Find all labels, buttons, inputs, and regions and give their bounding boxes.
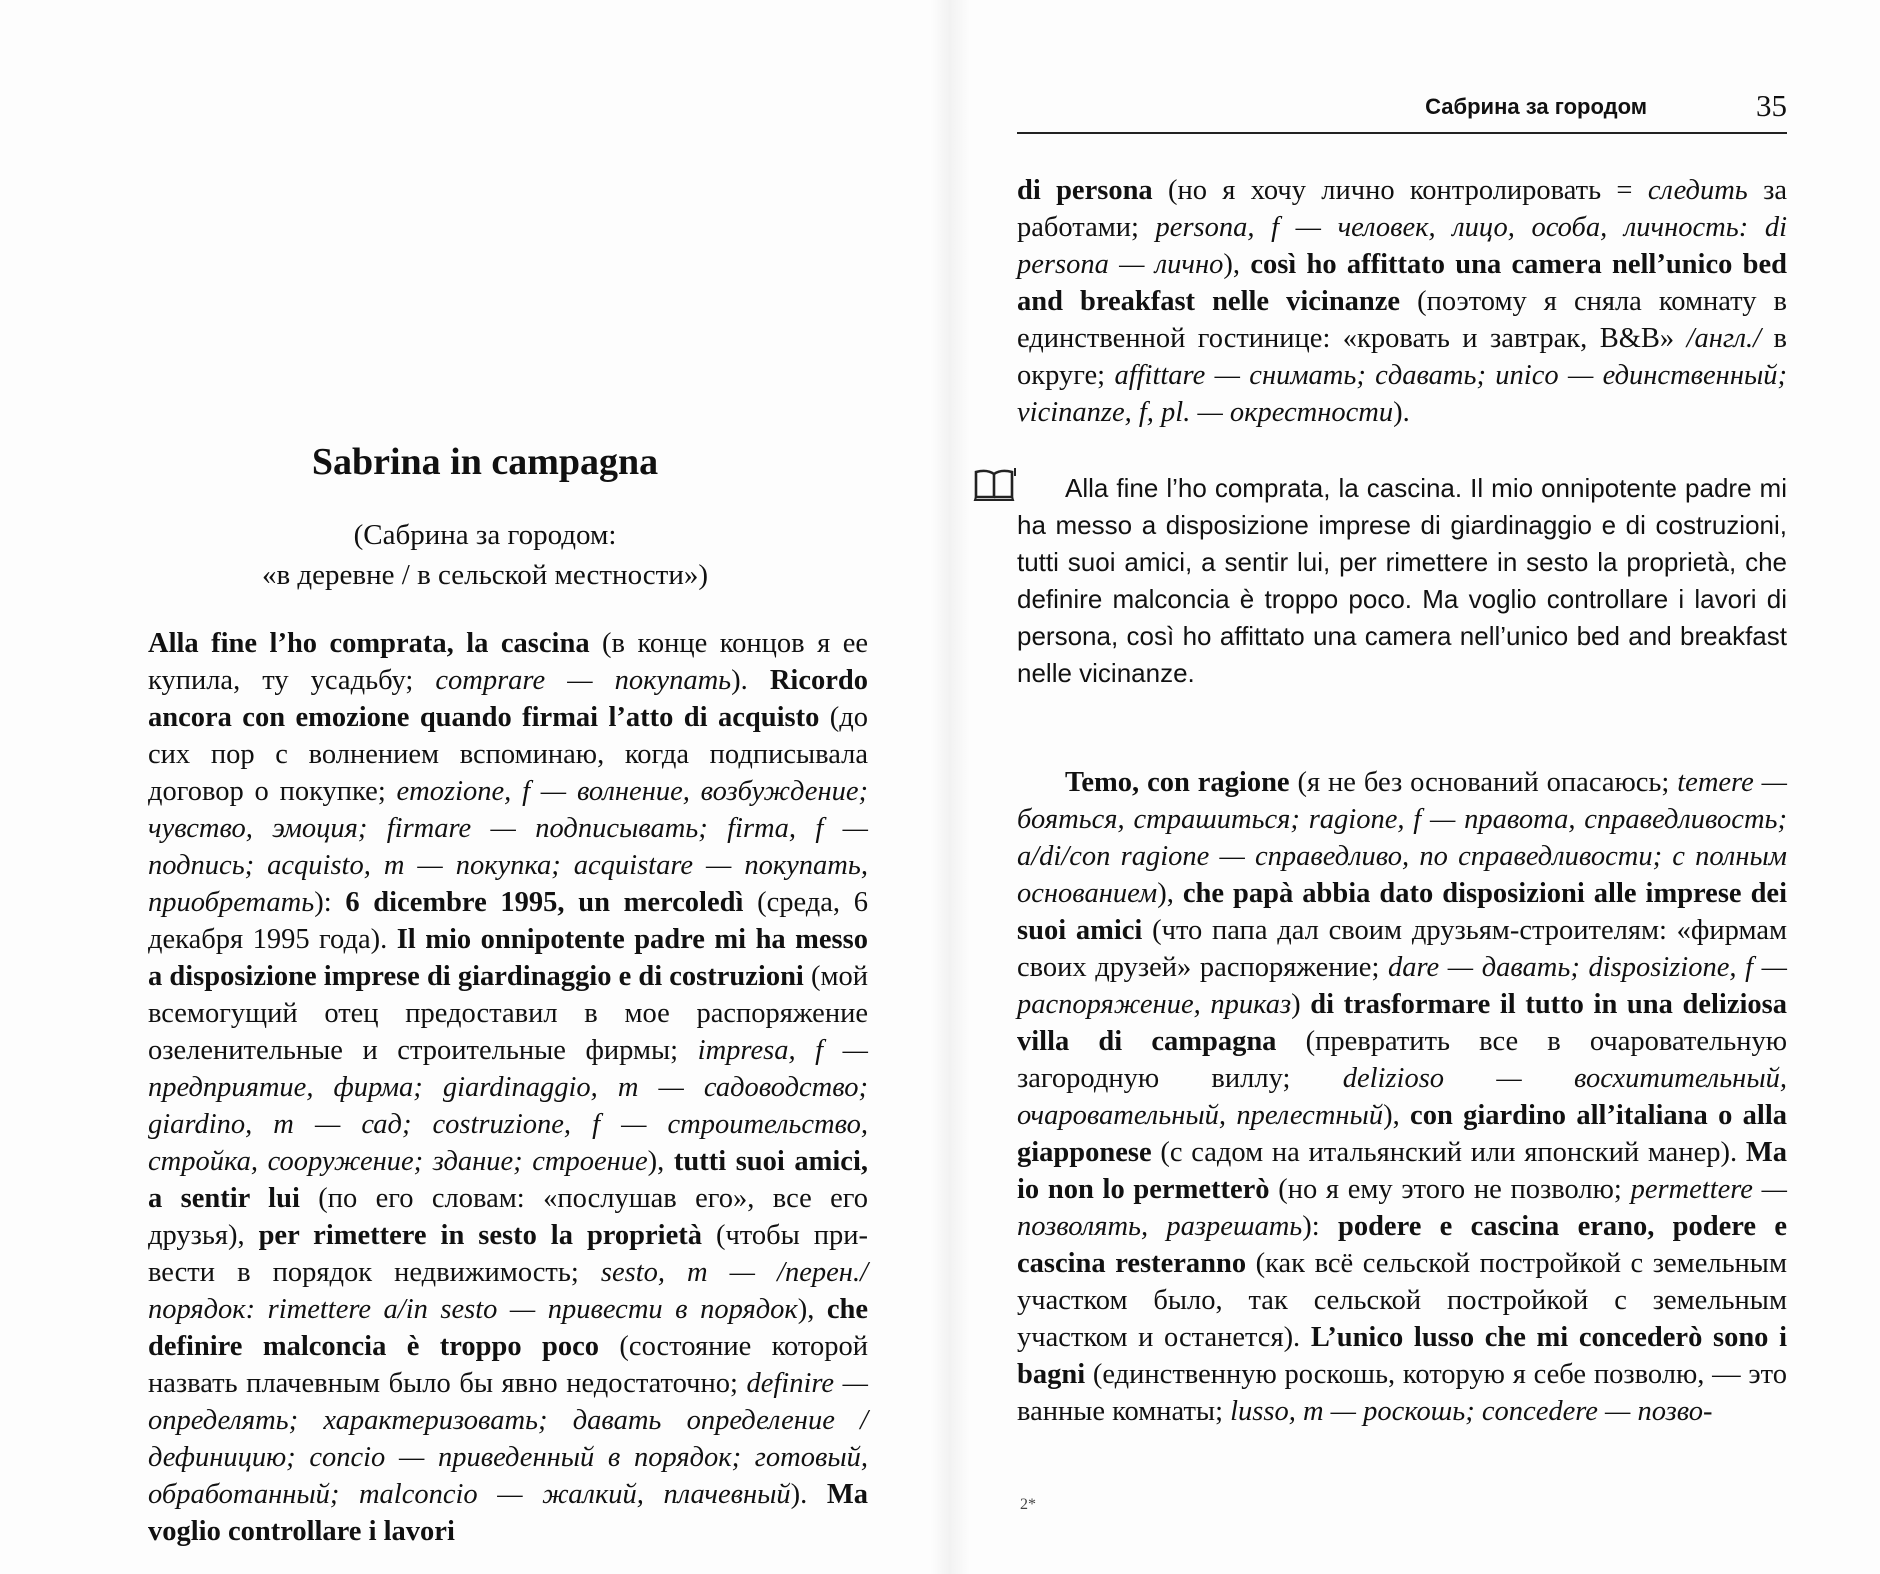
bold-phrase: che papà abbia dato disposizioni alle imprese dei suoi amici (1017, 878, 1787, 946)
text-run: (чтобы привести в порядок недвижимость; (148, 1220, 868, 1288)
text-run: ), (1223, 249, 1251, 280)
bold-phrase: Temo, con ragione (1065, 767, 1290, 798)
italic-gloss: persona, f — человек, лицо, особа, личность: di persona — лично (1017, 212, 1787, 280)
text-run: (что папа дал своим друзьям-строителям: «фирмам своих друзей» распоряжение; (1017, 915, 1787, 983)
bold-phrase: Il mio onnipotente padre mi ha messo a disposizione imprese di giardinaggio e di costruzioni (148, 924, 868, 992)
bold-phrase: così ho affittato una camera nell’unico bed and breakfast nelle vicinanze (1017, 249, 1787, 317)
italic-gloss: delizioso — восхитительный, очаровательный, прелестный (1017, 1063, 1787, 1131)
running-head (1017, 88, 1787, 134)
chapter-subtitle (140, 515, 830, 595)
bold-phrase: L’unico lusso che mi concederò sono i bagni (1017, 1322, 1787, 1390)
text-run: ): (314, 887, 346, 918)
bold-phrase: Ricordo ancora con emozione quando firmai l’atto di acquisto (148, 665, 868, 733)
text-run: ), (1383, 1100, 1411, 1131)
bold-phrase: podere e cascina erano, podere e cascina resteranno (1017, 1211, 1787, 1279)
text-run: (среда, 6 декабря 1995 года). (148, 887, 868, 955)
text-run: (как всё сельской постройкой с земельным участком было, так сельской постройкой с земельным участком и останется). (1017, 1248, 1787, 1353)
italic-gloss: sesto, m — /перен./ порядок: rimettere a/in sesto — привести в порядок (148, 1257, 868, 1325)
text-run: за работами; (1017, 175, 1787, 243)
text-run: (превратить все в очаровательную загородную виллу; (1017, 1026, 1787, 1094)
italic-gloss: dare — давать; disposizione, f — распоряжение, приказ (1017, 952, 1787, 1020)
open-book-icon (973, 466, 1019, 502)
text-run: ) (1291, 989, 1311, 1020)
italic-gloss: definire — определять; характеризовать; давать определение / дефиницию; concio — приведенный в порядок; готовый, обработанный; malconcio — жалкий, плачевный (148, 1368, 868, 1510)
text-run: (поэтому я сняла комнату в единственной гостинице: «кровать и завтрак, B&B» (1017, 286, 1787, 354)
text-run: (до сих пор с волнением вспоминаю, когда подписывала договор о покупке; (148, 702, 868, 807)
bold-phrase: Ma voglio controllare i lavori (148, 1479, 868, 1547)
text-run: ). (790, 1479, 827, 1510)
running-title: Сабрина за городом (1425, 94, 1647, 119)
bold-phrase: con giardino all’italiana o alla giapponese (1017, 1100, 1787, 1168)
bold-phrase: Ma io non lo permetterò (1017, 1137, 1787, 1205)
italic-gloss: /англ./ (1686, 323, 1762, 354)
left-body-paragraph (148, 625, 868, 1550)
text-run: ). (731, 665, 770, 696)
bold-phrase: 6 dicembre 1995, un mercoledì (345, 887, 744, 918)
text-run: в округе; (1017, 323, 1787, 391)
italic-gloss: emozione, f — волнение, возбуждение; чувство, эмоция; firmare — подписывать; firma, f — подпись; acquisto, m — покупка; acquistare — покупать, приобретать (148, 776, 868, 918)
italic-gloss: comprare — покупать (435, 665, 732, 696)
text-run: (я не без оснований опасаюсь; (1289, 767, 1678, 798)
bold-phrase: di persona (1017, 175, 1153, 206)
bold-phrase: di trasformare il tutto in una deliziosa villa di campagna (1017, 989, 1787, 1057)
text-run: (но я ему этого не позволю; (1269, 1174, 1631, 1205)
bold-phrase: che definire malconcia è troppo poco (148, 1294, 868, 1362)
bold-phrase: Alla fine l’ho comprata, la cascina (148, 628, 590, 659)
subtitle-line-1: (Сабрина за городом: (353, 519, 617, 551)
italic-gloss: следить (1647, 175, 1748, 206)
text-run: (состояние которой назвать плачевным было бы явно недостаточно; (148, 1331, 868, 1399)
text-run: ), (647, 1146, 674, 1177)
bold-phrase: per rimettere in sesto la proprietà (258, 1220, 702, 1251)
italic-gloss: lusso, m — роскошь; concedere — позво- (1230, 1396, 1713, 1427)
text-run: ): (1302, 1211, 1338, 1242)
text-run: (в конце концов я ее купила, ту усадьбу; (148, 628, 868, 696)
text-run: (мой всемогущий отец предоставил в мое распоряжение озеленительные и строительные фирмы; (148, 961, 869, 1066)
right-body-paragraph-2 (1017, 764, 1787, 1430)
page-number: 35 (1756, 88, 1787, 123)
italic-gloss: affittare — снимать; сдавать; unico — единственный; vicinanze, f, pl. — окрестности (1017, 360, 1787, 428)
italic-gloss: temere — бояться, страшиться; ragione, f — правота, справедливость; a/di/con ragione — справедливо, по справедливости; с полным основанием (1017, 767, 1787, 909)
italian-text-block: Alla fine l’ho comprata, la cascina. Il mio onnipotente padre mi ha messo a disposizione imprese di giardinaggio e di costruzioni, tutti suoi amici, a sentir lui, per rimettere in sesto la proprietà, che definire malconcia è troppo poco. Ma voglio controllare i lavori di persona, così ho affittato una camera nell’unico bed and breakfast nelle vicinanze. (1017, 473, 1787, 688)
right-body-paragraph-1 (1017, 172, 1787, 431)
italic-gloss: impresa, f — предприятие, фирма; giardinaggio, m — садоводство; giardino, m — сад; costruzione, f — строительство, стройка, сооружение; здание; строение (148, 1035, 868, 1177)
text-run: ), (797, 1294, 827, 1325)
text-run: ), (1157, 878, 1183, 909)
text-run: (но я хочу лично контролировать = (1152, 175, 1648, 206)
text-run: (единственную роскошь, которую я себе позволю, — это ванные комнаты; (1017, 1359, 1787, 1427)
signature-mark: 2* (1020, 1496, 1036, 1513)
chapter-title: Sabrina in campagna (311, 441, 659, 483)
italic-gloss: permettere — позволять, разрешать (1017, 1174, 1788, 1242)
text-run: (с садом на итальянский или японский манер). (1151, 1137, 1746, 1168)
text-run: ). (1393, 397, 1410, 428)
bold-phrase: tutti suoi amici, a sentir lui (148, 1146, 868, 1214)
text-run: (по его словам: «послушав его», все его друзья), (148, 1183, 868, 1251)
subtitle-line-2: «в деревне / в сельской местности») (261, 559, 709, 591)
